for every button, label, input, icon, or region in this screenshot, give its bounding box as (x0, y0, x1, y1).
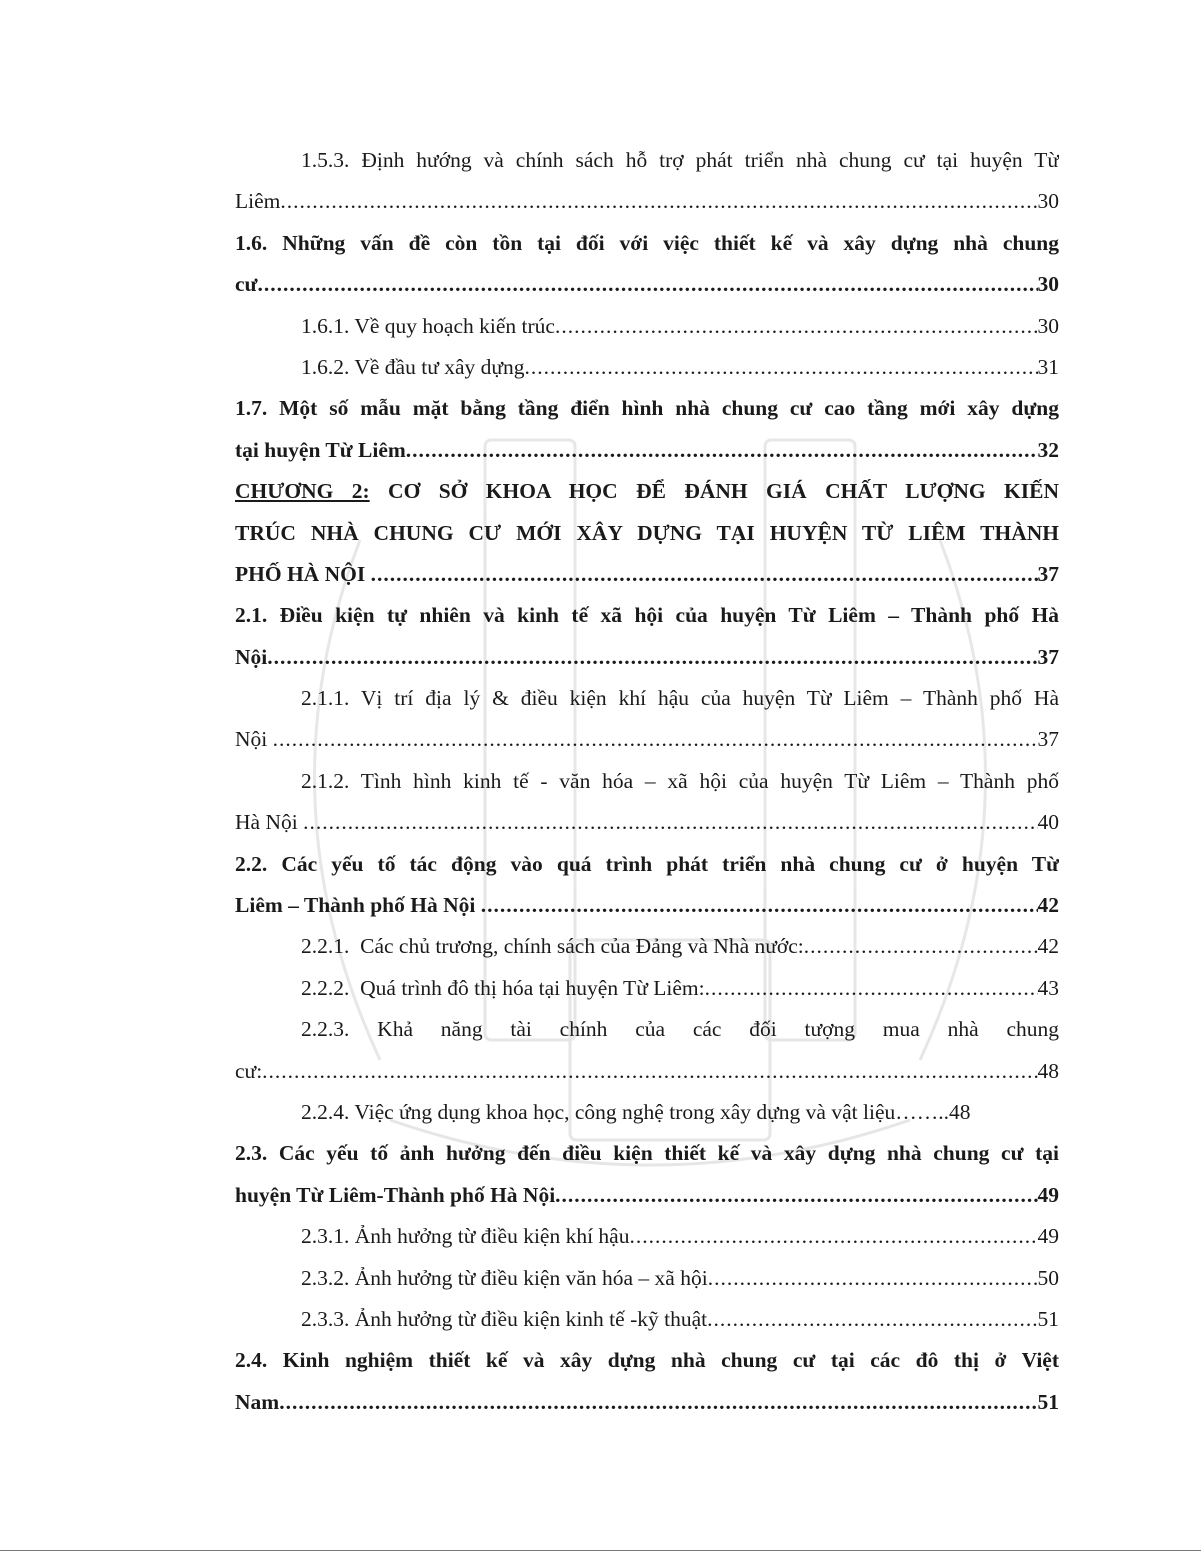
toc-text: Hà Nội (235, 810, 304, 835)
toc-page-number: 42 (1037, 934, 1059, 959)
toc-entry-1-6-2[interactable] (235, 347, 1059, 388)
toc-text: 2.2.1. Các chủ trương, chính sách của Đảng và Nhà nước: (301, 934, 804, 959)
bottom-rule (0, 1550, 1201, 1551)
toc-page-number: 49 (1037, 1224, 1059, 1249)
toc-page-number: 43 (1037, 975, 1059, 1000)
toc-entry-1-6-cont[interactable] (235, 264, 1059, 305)
toc-entry-1-5-3[interactable]: 1.5.3. Định hướng và chính sách hỗ trợ phát triển nhà chung cư tại huyện Từ (301, 148, 1059, 172)
toc-entry-2-1-cont[interactable] (235, 637, 1059, 678)
toc-page-number: 51 (1037, 1389, 1059, 1414)
toc-text: Liêm (235, 189, 281, 214)
toc-entry-2-4-cont[interactable] (235, 1382, 1059, 1423)
toc-entry-1-7[interactable]: 1.7. Một số mẫu mặt bằng tầng điển hình nhà chung cư cao tầng mới xây dựng (235, 396, 1059, 421)
toc-entry-1-5-3-cont[interactable] (235, 181, 1059, 222)
toc-entry-2-1-1[interactable]: 2.1.1. Vị trí địa lý & điều kiện khí hậu của huyện Từ Liêm – Thành phố Hà (301, 686, 1059, 711)
chapter-title-part: CƠ SỞ KHOA HỌC ĐỂ ĐÁNH GIÁ CHẤT LƯỢNG KIẾN (369, 479, 1059, 504)
toc-entry-2-2[interactable]: 2.2. Các yếu tố tác động vào quá trình phát triển nhà chung cư ở huyện Từ (235, 851, 1059, 876)
toc-entry-2-3-1[interactable] (235, 1216, 1059, 1257)
toc-entry-2-2-cont[interactable] (235, 885, 1059, 926)
toc-page-number: 49 (1037, 1182, 1059, 1207)
toc-page-number: 32 (1037, 437, 1059, 462)
toc-page-number: 37 (1037, 561, 1059, 586)
toc-text: Nội (235, 727, 273, 752)
toc-text: 2.3.1. Ảnh hưởng từ điều kiện khí hậu (301, 1224, 630, 1249)
toc-page-number: 31 (1037, 354, 1059, 379)
toc-entry-2-4[interactable]: 2.4. Kinh nghiệm thiết kế và xây dựng nhà chung cư tại các đô thị ở Việt (235, 1348, 1059, 1373)
toc-page-number: 37 (1037, 644, 1059, 669)
toc-text: Nam (235, 1389, 280, 1414)
toc-entry-chapter-2[interactable] (235, 471, 1059, 512)
table-of-contents (235, 140, 1059, 1423)
toc-page-number: 30 (1037, 313, 1059, 338)
toc-entry-2-3[interactable]: 2.3. Các yếu tố ảnh hưởng đến điều kiện thiết kế và xây dựng nhà chung cư tại (235, 1141, 1059, 1166)
toc-entry-2-2-4[interactable]: 2.2.4. Việc ứng dụng khoa học, công nghệ trong xây dựng và vật liệu……..48 (301, 1099, 971, 1124)
toc-text: 1.6.2. Về đầu tư xây dựng (301, 354, 525, 379)
toc-entry-2-1[interactable]: 2.1. Điều kiện tự nhiên và kinh tế xã hội của huyện Từ Liêm – Thành phố Hà (235, 603, 1059, 628)
toc-entry-2-1-2-cont[interactable] (235, 802, 1059, 843)
toc-page-number: 50 (1037, 1265, 1059, 1290)
toc-text: 2.3.2. Ảnh hưởng từ điều kiện văn hóa – xã hội (301, 1265, 708, 1290)
toc-entry-2-3-cont[interactable] (235, 1175, 1059, 1216)
toc-text: huyện Từ Liêm-Thành phố Hà Nội (235, 1182, 556, 1207)
toc-text: tại huyện Từ Liêm (235, 437, 406, 462)
toc-entry-2-2-3[interactable]: 2.2.3. Khả năng tài chính của các đối tượng mua nhà chung (301, 1017, 1059, 1042)
toc-page-number: 30 (1037, 272, 1059, 297)
toc-entry-2-1-1-cont[interactable] (235, 719, 1059, 760)
toc-page-number: 40 (1037, 810, 1059, 835)
chapter-label: CHƯƠNG 2: (235, 479, 370, 504)
toc-text: PHỐ HÀ NỘI (235, 561, 371, 586)
toc-page-number: 51 (1037, 1306, 1059, 1331)
toc-text: 1.6.1. Về quy hoạch kiến trúc (301, 313, 555, 338)
toc-text: Nội (235, 644, 268, 669)
toc-text: 2.2.2. Quá trình đô thị hóa tại huyện Từ Liêm: (301, 975, 705, 1000)
toc-page-number: 42 (1037, 893, 1059, 918)
toc-entry-chapter-2-end[interactable] (235, 554, 1059, 595)
toc-text: cư (235, 272, 258, 297)
toc-entry-2-3-3[interactable] (235, 1299, 1059, 1340)
toc-entry-1-6[interactable]: 1.6. Những vấn đề còn tồn tại đối với việc thiết kế và xây dựng nhà chung (235, 230, 1059, 255)
toc-page-number: 48 (1037, 1058, 1059, 1083)
toc-entry-2-1-2[interactable]: 2.1.2. Tình hình kinh tế - văn hóa – xã hội của huyện Từ Liêm – Thành phố (301, 768, 1059, 793)
toc-page-number: 37 (1037, 727, 1059, 752)
toc-text: cư: (235, 1058, 263, 1083)
toc-page-number: 30 (1037, 189, 1059, 214)
toc-entry-2-3-2[interactable] (235, 1258, 1059, 1299)
toc-text: Liêm – Thành phố Hà Nội (235, 893, 481, 918)
toc-text: 2.3.3. Ảnh hưởng từ điều kiện kinh tế -kỹ thuật (301, 1306, 708, 1331)
toc-entry-2-2-3-cont[interactable] (235, 1051, 1059, 1092)
toc-entry-chapter-2-cont[interactable]: TRÚC NHÀ CHUNG CƯ MỚI XÂY DỰNG TẠI HUYỆN TỪ LIÊM THÀNH (235, 520, 1059, 545)
toc-entry-1-7-cont[interactable] (235, 430, 1059, 471)
toc-entry-2-2-1[interactable] (235, 926, 1059, 967)
toc-entry-1-6-1[interactable] (235, 306, 1059, 347)
toc-entry-2-2-2[interactable] (235, 968, 1059, 1009)
